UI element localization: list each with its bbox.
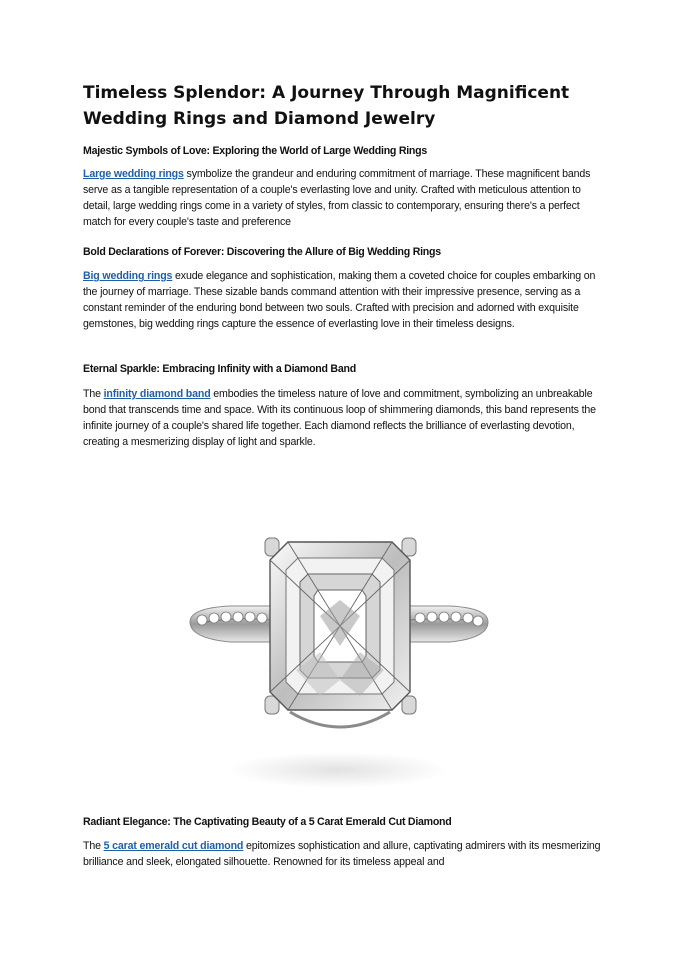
section-2-paragraph: Big wedding rings exude elegance and sophistication, making them a coveted choice for couples embarking on the journey of marriage. These sizable bands command attention with their impressive presence, serving as a constant reminder of the enduring bond between two souls. Crafted with precision and adorned with exquisite gemstones, big wedding rings capture the essence of everlasting love in their timeless designs.: [83, 270, 596, 330]
section-2-heading: Bold Declarations of Forever: Discovering the Allure of Big Wedding Rings: [83, 246, 441, 258]
section-4-heading: Radiant Elegance: The Captivating Beauty of a 5 Carat Emerald Cut Diamond: [83, 816, 452, 828]
big-wedding-rings-link[interactable]: Big wedding rings: [83, 270, 173, 282]
infinity-diamond-band-link[interactable]: infinity diamond band: [103, 388, 211, 400]
large-wedding-rings-link[interactable]: Large wedding rings: [83, 168, 184, 180]
section-1-heading: Majestic Symbols of Love: Exploring the World of Large Wedding Rings: [83, 145, 428, 157]
diamond-ring-image: [170, 520, 510, 802]
section-3-paragraph: The infinity diamond band embodies the timeless nature of love and commitment, symbolizing an unbreakable bond that transcends time and space. With its continuous loop of shimmering diamonds, this band represents the infinite journey of a couple's shared life together. Each diamond reflects the brilliance of everlasting devotion, creating a mesmerizing display of light and sparkle.: [83, 388, 596, 448]
section-3-heading: Eternal Sparkle: Embracing Infinity with a Diamond Band: [83, 363, 356, 375]
section-1-paragraph: Large wedding rings symbolize the grandeur and enduring commitment of marriage. These magnificent bands serve as a tangible representation of a couple's everlasting love and unity. Crafted with meticulous attention to detail, large wedding rings come in a variety of styles, from classic to contemporary, ensuring there's a perfect match for every couple's taste and preference: [83, 168, 591, 228]
section-4-paragraph: The 5 carat emerald cut diamond epitomizes sophistication and allure, captivating admirers with its mesmerizing brilliance and sleek, elongated silhouette. Renowned for its timeless appeal and: [83, 840, 601, 868]
page-title: Timeless Splendor: A Journey Through Magnificent Wedding Rings and Diamond Jewelry: [83, 83, 570, 129]
5-carat-emerald-cut-diamond-link[interactable]: 5 carat emerald cut diamond: [103, 840, 244, 852]
asscher-cut-diamond-ring-icon: [170, 520, 510, 802]
